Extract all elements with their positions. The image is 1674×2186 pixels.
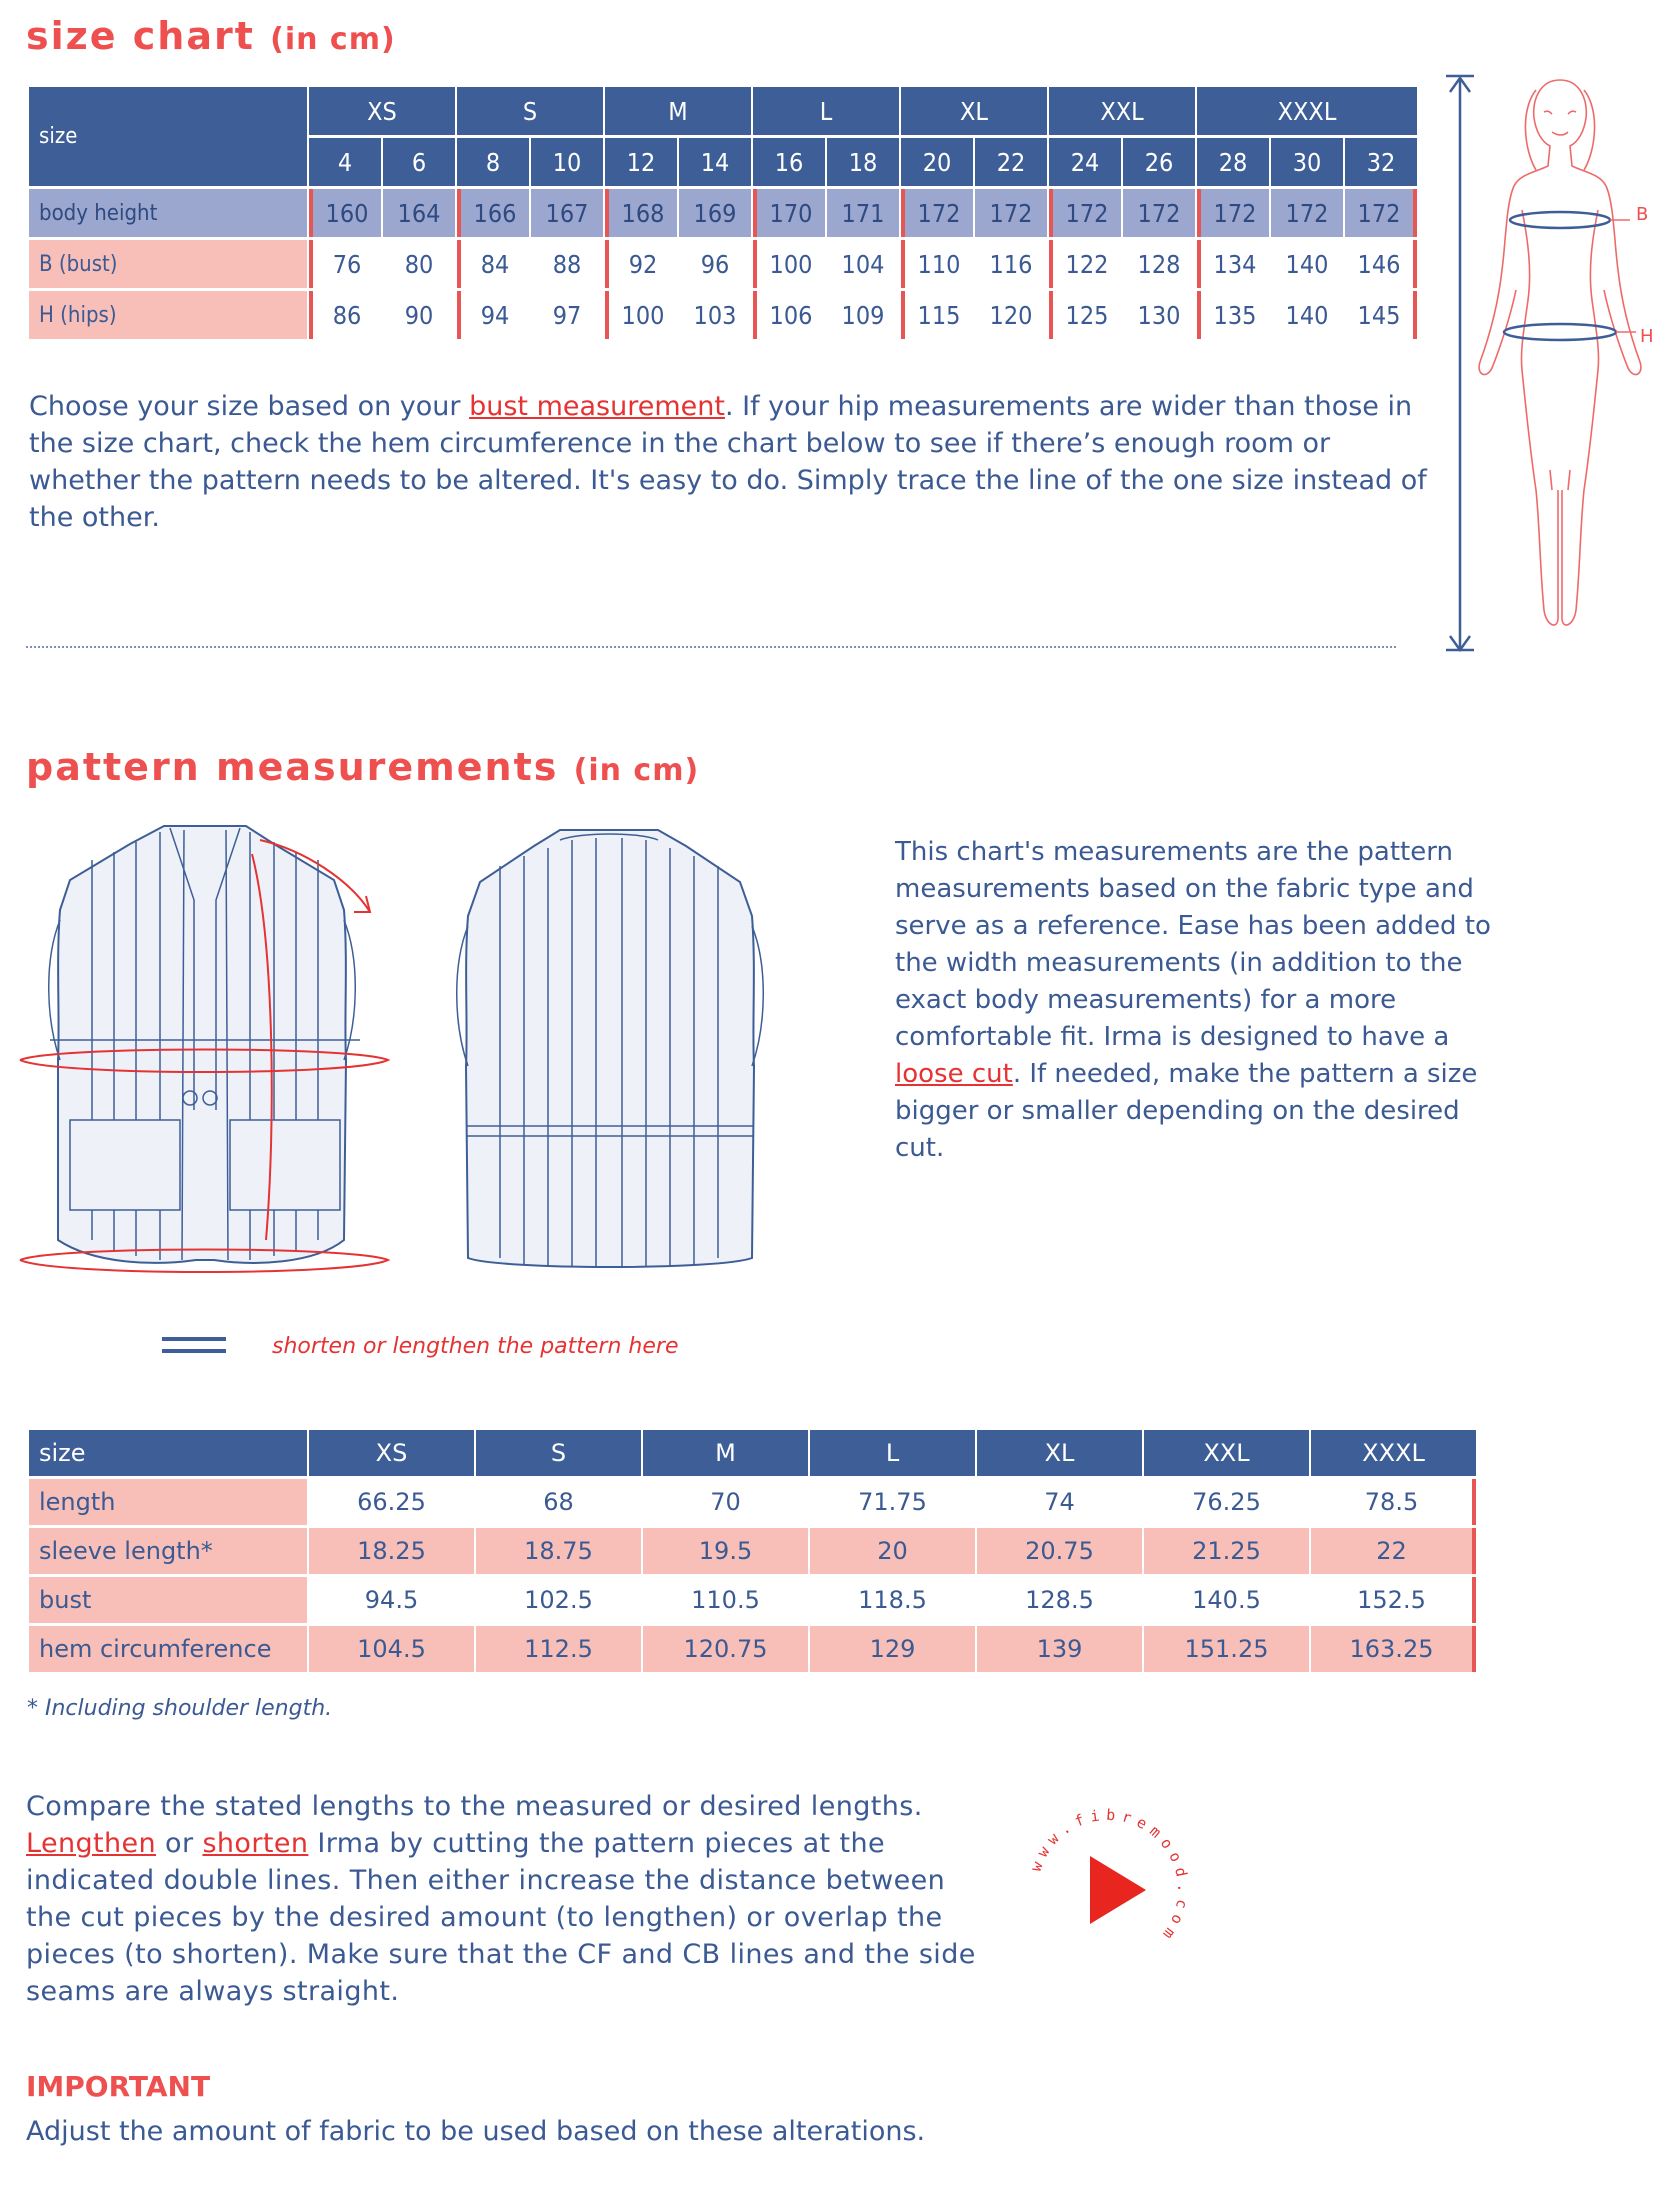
size-chart-cell: 170 [753,189,825,237]
pm-cell: 140.5 [1144,1577,1309,1623]
size-chart-cell: 134 [1197,240,1269,288]
size-number: 24 [1049,138,1121,186]
lengthen-link[interactable]: Lengthen [26,1828,157,1859]
size-chart-cell: 88 [531,240,603,288]
size-chart-cell: 128 [1123,240,1195,288]
pm-cell: 102.5 [476,1577,641,1623]
pattern-title-text: pattern measurements [26,745,559,789]
bust-measure-icon [1510,212,1610,228]
pm-cell: 22 [1311,1528,1476,1574]
pm-cell: 110.5 [643,1577,808,1623]
pm-size-m: M [643,1430,808,1476]
shorten-link[interactable]: shorten [202,1828,309,1859]
size-chart-table [27,84,1419,342]
size-number: 20 [901,138,973,186]
bust-measurement-link[interactable]: bust measurement [469,391,725,422]
pm-cell: 94.5 [309,1577,474,1623]
pm-hem-row [29,1626,1476,1672]
size-number: 6 [383,138,455,186]
size-chart-cell: 172 [1345,189,1417,237]
vest-front-illustration [14,820,400,1290]
pm-cell: 152.5 [1311,1577,1476,1623]
size-chart-cell: 140 [1271,240,1343,288]
double-line-legend-icon [162,1349,226,1353]
size-chart-cell: 160 [309,189,381,237]
size-chart-cell: 84 [457,240,529,288]
size-chart-cell: 172 [1271,189,1343,237]
pm-bust-row [29,1577,1476,1623]
size-chart-cell: 76 [309,240,381,288]
pm-row-label-length: length [29,1479,307,1525]
pm-size-xs: XS [309,1430,474,1476]
size-number: 12 [605,138,677,186]
pattern-description [895,834,1495,1167]
size-chart-cell: 167 [531,189,603,237]
pm-size-s: S [476,1430,641,1476]
size-chart-cell: 116 [975,240,1047,288]
size-number: 8 [457,138,529,186]
size-chart-cell: 110 [901,240,973,288]
important-title: IMPORTANT [26,2070,211,2103]
size-chart-cell: 100 [605,291,677,339]
size-chart-cell: 172 [1123,189,1195,237]
pm-row-label-sleeve: sleeve length* [29,1528,307,1574]
size-group-m: M [605,87,751,135]
pm-cell: 76.25 [1144,1479,1309,1525]
pm-cell: 129 [810,1626,975,1672]
hips-row [29,291,1417,339]
alter-text-2: Irma by cutting the pattern pieces at the indicated double lines. Then either increase the distance between the cut pieces by the desired amount (to lengthen) or overlap the pieces (to shorten). Make sure that the CF and CB lines and the side seams are always straight. [26,1828,976,2007]
size-chart-cell: 140 [1271,291,1343,339]
size-number: 32 [1345,138,1417,186]
height-arrow-icon [1446,76,1474,650]
pm-cell: 18.75 [476,1528,641,1574]
size-chart-cell: 92 [605,240,677,288]
size-number: 28 [1197,138,1269,186]
size-number: 26 [1123,138,1195,186]
double-line-legend-icon [162,1337,226,1341]
size-chart-cell: 96 [679,240,751,288]
bust-row [29,240,1417,288]
alter-text-mid: or [156,1828,203,1859]
size-chart-unit: (in cm) [270,22,396,57]
bust-figure-label: B [1636,204,1649,225]
size-number: 10 [531,138,603,186]
intro-paragraph [29,388,1429,536]
size-chart-cell: 172 [1049,189,1121,237]
size-chart-cell: 145 [1345,291,1417,339]
size-chart-cell: 166 [457,189,529,237]
pm-size-label: size [29,1430,307,1476]
pattern-title [26,745,699,789]
size-chart-cell: 104 [827,240,899,288]
pm-cell: 68 [476,1479,641,1525]
size-chart-cell: 125 [1049,291,1121,339]
important-text: Adjust the amount of fabric to be used based on these alterations. [26,2116,926,2147]
size-chart-title [26,14,396,58]
footnote: * Including shoulder length. [27,1696,333,1721]
pm-sleeve-row [29,1528,1476,1574]
pm-size-l: L [810,1430,975,1476]
pm-size-xxl: XXL [1144,1430,1309,1476]
intro-text-1: Choose your size based on your [29,391,470,422]
size-chart-cell: 169 [679,189,751,237]
size-chart-cell: 90 [383,291,455,339]
hips-measure-icon [1504,324,1616,340]
pm-cell: 104.5 [309,1626,474,1672]
pm-cell: 19.5 [643,1528,808,1574]
size-chart-cell: 130 [1123,291,1195,339]
hips-figure-label: H [1640,326,1654,347]
size-group-xl: XL [901,87,1047,135]
loose-cut-link[interactable]: loose cut [895,1059,1013,1089]
fibremood-logo[interactable] [1008,1790,1208,1990]
size-chart-title-text: size chart [26,14,255,58]
pm-cell: 78.5 [1311,1479,1476,1525]
pm-cell: 139 [977,1626,1142,1672]
size-chart-cell: 171 [827,189,899,237]
vest-back-illustration [440,826,780,1280]
row-label-body-height: body height [29,189,307,237]
size-chart-cell: 164 [383,189,455,237]
logo-text-path: www.fibremood.com [1026,1805,1193,1948]
size-number: 18 [827,138,899,186]
size-chart-cell: 172 [1197,189,1269,237]
row-label-hips: H (hips) [29,291,307,339]
size-chart-cell: 120 [975,291,1047,339]
pm-cell: 18.25 [309,1528,474,1574]
size-chart-cell: 103 [679,291,751,339]
pm-cell: 112.5 [476,1626,641,1672]
pm-cell: 21.25 [1144,1528,1309,1574]
size-chart-cell: 146 [1345,240,1417,288]
pattern-measurements-table [27,1427,1478,1675]
intro-text-2: . If your hip measurements are wider than those in the size chart, check the hem circumference in the chart below to see if there’s enough room or whether the pattern needs to be altered. It's easy to do. Simply trace the line of the one size instead of the other. [29,391,1427,533]
size-chart-cell: 97 [531,291,603,339]
pm-size-xxxl: XXXL [1311,1430,1476,1476]
size-chart-cell: 168 [605,189,677,237]
size-chart-cell: 135 [1197,291,1269,339]
size-chart-cell: 106 [753,291,825,339]
size-number: 14 [679,138,751,186]
woman-silhouette-icon [1479,80,1641,625]
size-chart-cell: 109 [827,291,899,339]
size-label-cell [29,87,307,186]
pattern-description-text-2: . If needed, make the pattern a size bigger or smaller depending on the desired cut. [895,1059,1478,1163]
pm-cell: 163.25 [1311,1626,1476,1672]
legend-text: shorten or lengthen the pattern here [272,1334,679,1359]
pm-row-label-hem: hem circumference [29,1626,307,1672]
pm-row-label-bust: bust [29,1577,307,1623]
size-chart-cell: 172 [901,189,973,237]
pm-cell: 70 [643,1479,808,1525]
size-group-l: L [753,87,899,135]
alter-paragraph [26,1788,976,2010]
pm-header-row [29,1430,1476,1476]
size-chart-cell: 115 [901,291,973,339]
size-number: 30 [1271,138,1343,186]
vest-back-body-icon [466,830,754,1267]
body-height-row [29,189,1417,237]
alter-text-1: Compare the stated lengths to the measured or desired lengths. [26,1791,923,1822]
pm-cell: 151.25 [1144,1626,1309,1672]
size-number: 22 [975,138,1047,186]
size-label: size [39,124,78,149]
size-group-xxl: XXL [1049,87,1195,135]
pm-cell: 74 [977,1479,1142,1525]
pm-cell: 128.5 [977,1577,1142,1623]
size-group-xxxl: XXXL [1197,87,1417,135]
pm-cell: 120.75 [643,1626,808,1672]
size-chart-cell: 86 [309,291,381,339]
size-chart-cell: 80 [383,240,455,288]
body-figure [1440,70,1670,660]
size-group-s: S [457,87,603,135]
size-chart-cell: 94 [457,291,529,339]
play-icon [1090,1856,1146,1924]
pm-cell: 118.5 [810,1577,975,1623]
size-chart-cell: 122 [1049,240,1121,288]
pattern-unit: (in cm) [573,753,700,788]
size-chart-cell: 100 [753,240,825,288]
pattern-description-text-1: This chart's measurements are the pattern measurements based on the fabric type and serve as a reference. Ease has been added to the width measurements (in addition to the exact body measurements) for a more comfortable fit. Irma is designed to have a [895,837,1491,1052]
pm-cell: 66.25 [309,1479,474,1525]
pm-cell: 71.75 [810,1479,975,1525]
pm-cell: 20.75 [977,1528,1142,1574]
size-chart-cell: 172 [975,189,1047,237]
size-number: 4 [309,138,381,186]
size-group-xs: XS [309,87,455,135]
section-divider [26,646,1396,648]
pm-cell: 20 [810,1528,975,1574]
pm-size-xl: XL [977,1430,1142,1476]
pm-length-row [29,1479,1476,1525]
size-number: 16 [753,138,825,186]
row-label-bust: B (bust) [29,240,307,288]
